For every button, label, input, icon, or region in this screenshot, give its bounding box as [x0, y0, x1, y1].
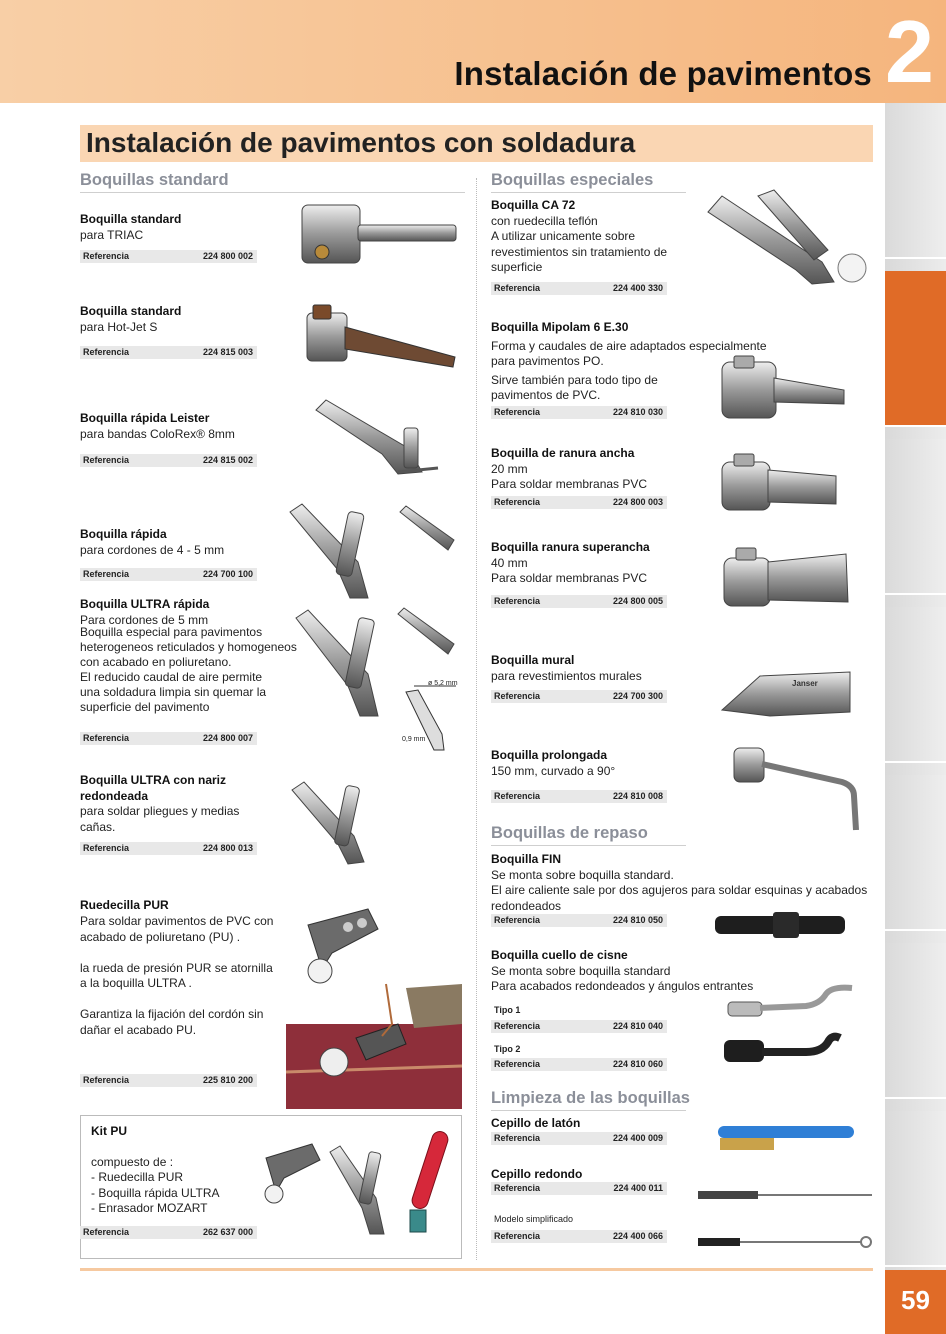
reference-label: Referencia	[83, 733, 130, 743]
chapter-tab[interactable]	[885, 1111, 946, 1267]
product-description: Forma y caudales de aire adaptados especialmente	[491, 339, 767, 353]
product-description: Para soldar membranas PVC	[491, 477, 648, 491]
reference-label: Referencia	[494, 791, 541, 801]
product-title: Ruedecilla PUR	[80, 898, 169, 912]
reference-bar	[491, 1020, 667, 1033]
reference-label: Referencia	[494, 1021, 541, 1031]
product-description: para soldar pliegues y medias	[80, 804, 240, 818]
brass-brush-image	[716, 1124, 856, 1154]
kit-description: - Enrasador MOZART	[91, 1201, 208, 1215]
reference-label: Referencia	[494, 283, 541, 293]
chapter-tab-active[interactable]	[885, 271, 946, 427]
product-description: Para cordones de 5 mm	[80, 613, 209, 627]
reference-label: Referencia	[494, 497, 541, 507]
reference-label: Referencia	[494, 1183, 541, 1193]
heading-rule	[491, 845, 686, 846]
product-title: Cepillo redondo	[491, 1167, 583, 1181]
product-description: superficie del pavimento	[80, 700, 210, 714]
reference-label: Referencia	[83, 455, 130, 465]
section-title: Instalación de pavimentos con soldadura	[86, 127, 636, 158]
reference-number: 262 637 000	[202, 1227, 253, 1237]
type-label: Tipo 2	[494, 1044, 521, 1054]
kit-title: Kit PU	[91, 1124, 127, 1138]
brand-label: Janser	[792, 679, 818, 688]
reference-label: Referencia	[494, 596, 541, 606]
product-description: 40 mm	[491, 556, 528, 570]
extra-wide-slot-nozzle-image	[722, 548, 852, 610]
kit-mozart-trimmer-image	[404, 1126, 456, 1238]
dimension-label: 0,9 mm	[402, 736, 426, 743]
reference-label: Referencia	[83, 1075, 130, 1085]
page-number: 59	[885, 1270, 946, 1334]
chapter-tab[interactable]	[885, 103, 946, 259]
product-description: Para soldar membranas PVC	[491, 571, 648, 585]
reference-number: 224 815 003	[202, 347, 253, 357]
right-column-heading: Boquillas especiales	[491, 171, 654, 189]
chapter-title: Instalación de pavimentos	[454, 55, 872, 92]
reference-number: 224 810 060	[612, 1059, 663, 1069]
fin-nozzle-image	[713, 910, 847, 940]
product-title: Boquilla rápida	[80, 527, 167, 541]
product-title: Boquilla ULTRA con nariz	[80, 773, 226, 787]
dimension-label: ø 5,2 mm	[428, 680, 458, 687]
reference-number: 224 700 100	[202, 569, 253, 579]
reference-bar	[491, 790, 667, 803]
product-title: Boquilla mural	[491, 653, 575, 667]
kit-description: - Ruedecilla PUR	[91, 1170, 184, 1184]
product-title: Boquilla Mipolam 6 E.30	[491, 320, 629, 334]
product-description: Boquilla especial para pavimentos	[80, 625, 263, 639]
reference-bar	[491, 496, 667, 509]
reference-bar	[491, 1230, 667, 1243]
product-title: Boquilla ULTRA rápida	[80, 597, 210, 611]
reference-label: Referencia	[494, 1059, 541, 1069]
product-title: Boquilla FIN	[491, 852, 561, 866]
reference-number: 224 800 007	[202, 733, 253, 743]
reference-bar	[80, 1074, 257, 1087]
reference-bar	[80, 454, 257, 467]
reference-number: 224 400 330	[612, 283, 663, 293]
standard-nozzle-triac-image	[300, 200, 460, 270]
reference-bar	[80, 250, 257, 263]
ultra-round-nose-nozzle-image	[290, 778, 390, 866]
mipolam-nozzle-image	[720, 356, 850, 422]
reference-label: Referencia	[494, 691, 541, 701]
pur-roller-image	[302, 905, 382, 987]
chapter-tab[interactable]	[885, 775, 946, 931]
heading-rule	[491, 192, 686, 193]
product-title: Cepillo de latón	[491, 1116, 581, 1130]
wide-slot-nozzle-image	[720, 454, 840, 514]
reference-number: 224 800 002	[202, 251, 253, 261]
product-description: Para acabados redondeados y ángulos entrantes	[491, 979, 754, 993]
reference-label: Referencia	[83, 1227, 130, 1237]
left-column-heading: Boquillas standard	[80, 171, 229, 189]
product-description: la rueda de presión PUR se atornilla	[80, 961, 273, 975]
reference-bar	[80, 568, 257, 581]
page-header	[0, 0, 946, 103]
chapter-number: 2	[885, 2, 934, 101]
product-description: 20 mm	[491, 462, 528, 476]
product-description: Se monta sobre boquilla standard	[491, 964, 671, 978]
product-description: pavimentos de PVC.	[491, 388, 601, 402]
product-description: redondeados	[491, 899, 562, 913]
reference-label: Referencia	[83, 843, 130, 853]
extended-nozzle-image	[732, 744, 860, 834]
reference-number: 224 815 002	[202, 455, 253, 465]
reference-number: 224 700 300	[612, 691, 663, 701]
product-title: Boquilla CA 72	[491, 198, 576, 212]
reference-number: 225 810 200	[202, 1075, 253, 1085]
reference-label: Referencia	[83, 347, 130, 357]
reference-number: 224 810 008	[612, 791, 663, 801]
reference-bar	[80, 842, 257, 855]
product-description: con acabado en poliuretano.	[80, 655, 232, 669]
simplified-round-brush-image	[696, 1234, 874, 1250]
standard-nozzle-hotjet-image	[305, 305, 460, 370]
pur-roller-in-use-photo	[286, 984, 462, 1109]
product-title: redondeada	[80, 789, 149, 803]
product-description: A utilizar unicamente sobre	[491, 229, 636, 243]
reference-bar	[491, 914, 667, 927]
kit-ultra-nozzle-image	[328, 1142, 398, 1238]
product-description: acabado de poliuretano (PU) .	[80, 930, 241, 944]
product-title: Boquilla rápida Leister	[80, 411, 210, 425]
gooseneck-type1-image	[726, 982, 856, 1018]
reference-number: 224 800 013	[202, 843, 253, 853]
leister-speed-nozzle-image	[312, 398, 442, 476]
reference-number: 224 810 040	[612, 1021, 663, 1031]
reference-number: 224 800 005	[612, 596, 663, 606]
chapter-tab[interactable]	[885, 439, 946, 595]
product-description: para revestimientos murales	[491, 669, 642, 683]
ca72-nozzle-image	[704, 190, 870, 288]
reference-bar	[491, 1182, 667, 1195]
product-description: a la boquilla ULTRA .	[80, 976, 192, 990]
reference-bar	[80, 732, 257, 745]
product-description: Sirve también para todo tipo de	[491, 373, 658, 387]
reference-label: Referencia	[494, 915, 541, 925]
reference-label: Referencia	[83, 251, 130, 261]
heading-rule	[491, 1110, 686, 1111]
product-description: para TRIAC	[80, 228, 144, 242]
chapter-tab[interactable]	[885, 943, 946, 1099]
product-description: dañar el acabado PU.	[80, 1023, 197, 1037]
reference-number: 224 800 003	[612, 497, 663, 507]
gooseneck-type2-image	[722, 1030, 846, 1070]
product-description: Se monta sobre boquilla standard.	[491, 868, 674, 882]
product-description: 150 mm, curvado a 90°	[491, 764, 616, 778]
product-description: para Hot-Jet S	[80, 320, 158, 334]
reference-bar	[80, 346, 257, 359]
product-title: Boquilla cuello de cisne	[491, 948, 628, 962]
reference-number: 224 400 009	[612, 1133, 663, 1143]
product-title: Boquilla standard	[80, 304, 182, 318]
product-description: El reducido caudal de aire permite	[80, 670, 263, 684]
reference-bar	[491, 690, 667, 703]
column-divider	[476, 178, 477, 1260]
reference-number: 224 810 030	[612, 407, 663, 417]
product-description: para bandas ColoRex® 8mm	[80, 427, 235, 441]
product-description: Para soldar pavimentos de PVC con	[80, 914, 274, 928]
footer-rule	[80, 1268, 873, 1271]
wall-nozzle-image	[720, 670, 856, 720]
reference-bar	[491, 595, 667, 608]
kit-roller-image	[262, 1140, 322, 1206]
product-description: heterogeneos reticulados y homogeneos	[80, 640, 297, 654]
kit-description: compuesto de :	[91, 1155, 174, 1169]
reference-bar	[491, 406, 667, 419]
product-title: Boquilla prolongada	[491, 748, 607, 762]
product-description: revestimientos sin tratamiento de	[491, 245, 668, 259]
repaso-heading: Boquillas de repaso	[491, 824, 648, 842]
reference-bar	[491, 1058, 667, 1071]
product-description: con ruedecilla teflón	[491, 214, 598, 228]
product-description: una soldadura limpia sin quemar la	[80, 685, 267, 699]
product-description: superficie	[491, 260, 543, 274]
model-note: Modelo simplificado	[494, 1214, 574, 1224]
reference-number: 224 810 050	[612, 915, 663, 925]
reference-bar	[491, 282, 667, 295]
kit-description: - Boquilla rápida ULTRA	[91, 1186, 220, 1200]
reference-label: Referencia	[494, 1231, 541, 1241]
product-description: El aire caliente sale por dos agujeros para soldar esquinas y acabados	[491, 883, 868, 897]
heading-rule	[80, 192, 465, 193]
type-label: Tipo 1	[494, 1005, 521, 1015]
speed-nozzle-image	[288, 500, 460, 600]
chapter-tab[interactable]	[885, 607, 946, 763]
round-brush-image	[696, 1188, 874, 1202]
limpieza-heading: Limpieza de las boquillas	[491, 1089, 690, 1107]
product-title: Boquilla ranura superancha	[491, 540, 650, 554]
chapter-sidebar	[885, 103, 946, 1334]
reference-number: 224 400 011	[613, 1183, 663, 1193]
product-title: Boquilla de ranura ancha	[491, 446, 635, 460]
reference-label: Referencia	[494, 1133, 541, 1143]
product-title: Boquilla standard	[80, 212, 182, 226]
reference-bar	[80, 1226, 257, 1239]
product-description: cañas.	[80, 820, 116, 834]
reference-bar	[491, 1132, 667, 1145]
reference-label: Referencia	[83, 569, 130, 579]
product-description: para pavimentos PO.	[491, 354, 604, 368]
section-title-bar	[80, 125, 873, 162]
product-description: para cordones de 4 - 5 mm	[80, 543, 225, 557]
product-description: Garantiza la fijación del cordón sin	[80, 1007, 264, 1021]
reference-number: 224 400 066	[612, 1231, 663, 1241]
reference-label: Referencia	[494, 407, 541, 417]
